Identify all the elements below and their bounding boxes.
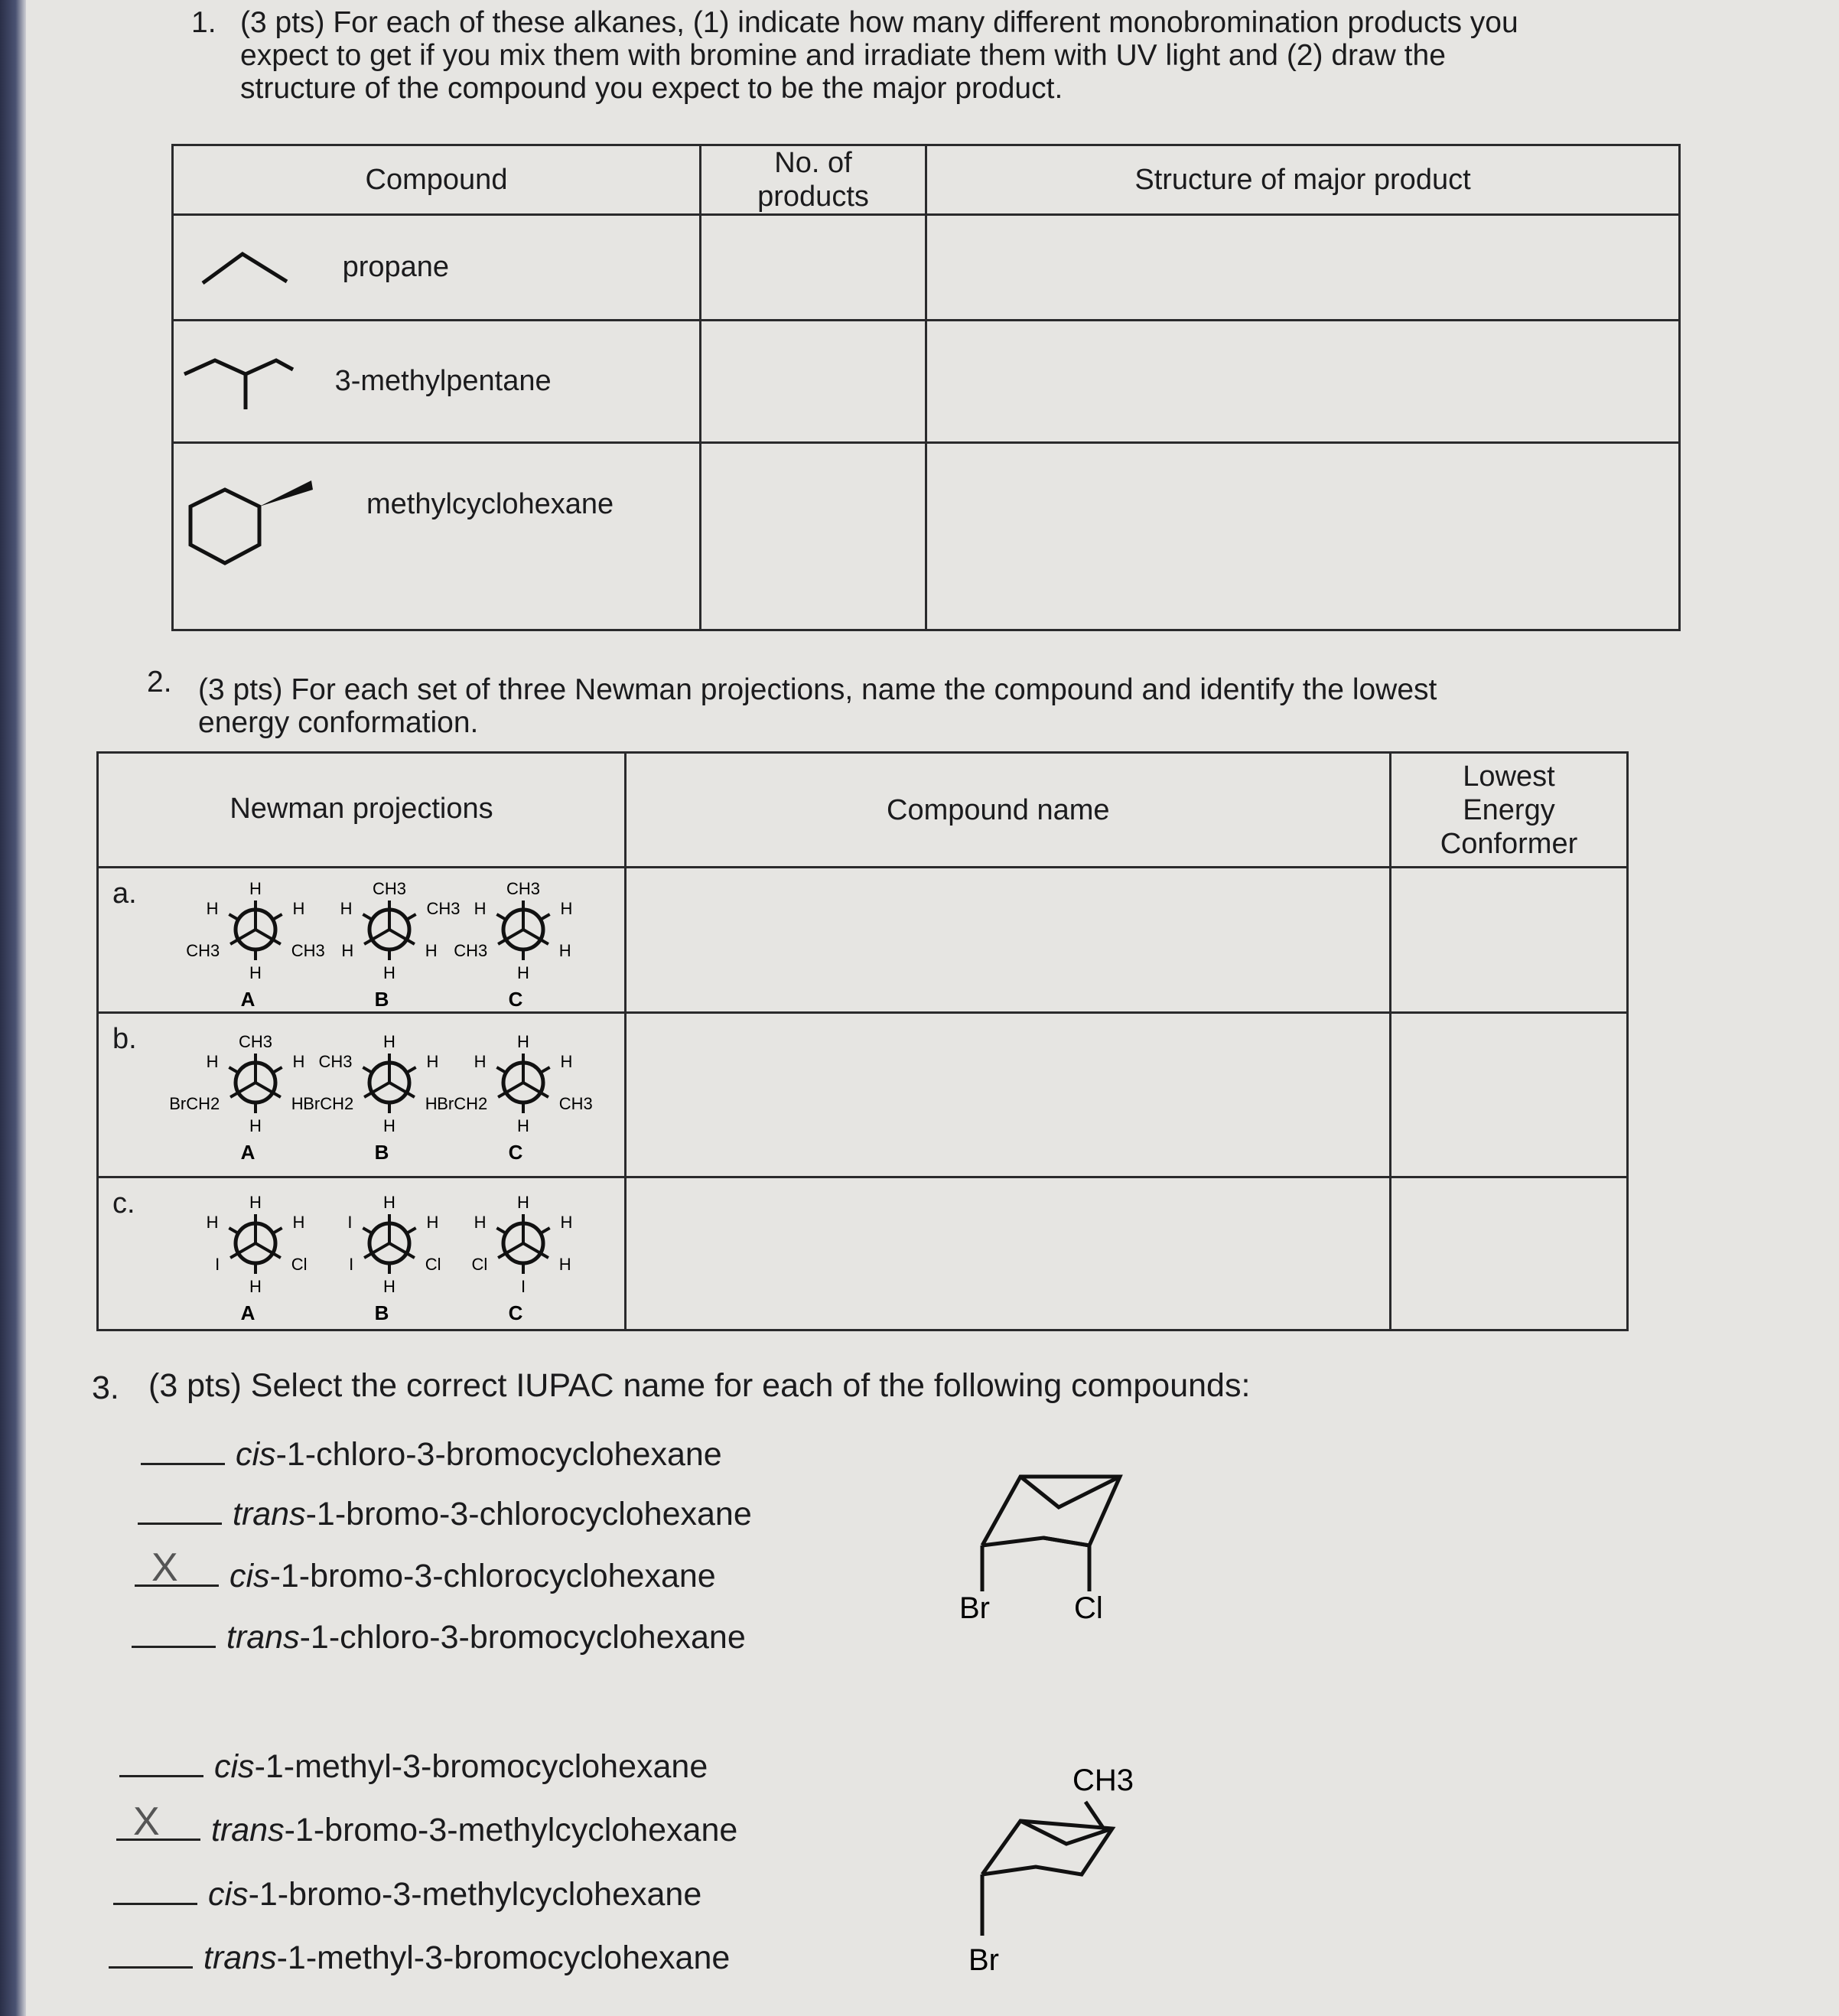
methylcyclohexane-skeletal-structure-icon [183,474,321,581]
x-mark-icon: X [133,1799,160,1844]
q1-header-compound: Compound [173,145,701,215]
back-bond [407,914,416,920]
x-mark-icon: X [151,1545,178,1590]
front-substituent-label: H [341,941,354,960]
back-substituent-label: H [292,899,305,918]
answer-blank[interactable] [138,1500,222,1525]
back-substituent-label: H [383,1277,395,1296]
q3-set2-option[interactable]: cis-1-methyl-3-bromocyclohexane [119,1748,708,1786]
front-substituent-label: CH3 [454,941,488,960]
q1-row-methylcyclohexane [173,443,701,630]
front-substituent-label: H [517,1032,529,1051]
q3-set1-option[interactable]: trans-1-bromo-3-chlorocyclohexane [138,1496,752,1533]
q3-number: 3. [92,1370,119,1406]
newman-projections-b [99,1014,627,1178]
back-bond [496,1067,506,1073]
front-substituent-label: H [383,1193,395,1212]
substituent-br: Br [968,1943,999,1977]
q1-structure-answer-cell[interactable] [926,215,1680,321]
substituent-ch3: CH3 [1072,1764,1134,1797]
back-substituent-label: CH3 [318,1052,353,1071]
front-substituent-label: H [558,1255,571,1274]
back-substituent-label: H [249,1277,262,1296]
front-substituent-label: Cl [425,1255,441,1274]
substituent-cl: Cl [1074,1591,1103,1625]
q1-row-propane [173,215,701,321]
back-substituent-label: H [206,899,219,918]
back-substituent-label: H [249,1116,262,1135]
front-substituent-label: H [249,879,262,898]
back-bond [363,1228,372,1233]
newman-projections-c [99,1178,627,1331]
q2-row-a-projections [98,868,626,1013]
back-substituent-label: H [560,899,573,918]
newman-projection [454,879,572,1011]
projection-letter: C [508,988,523,1011]
answer-blank[interactable] [135,1545,219,1590]
q2-compound-name-answer-cell[interactable] [626,868,1391,1013]
back-substituent-label: H [292,1052,305,1071]
front-substituent-label: CH3 [238,1032,273,1051]
back-substituent-label: CH3 [426,899,461,918]
back-substituent-label: H [383,963,395,982]
back-bond [541,1228,550,1233]
back-bond [541,914,550,920]
back-substituent-label: H [474,1213,487,1232]
front-substituent-label: CH3 [291,941,325,960]
back-bond [273,914,282,920]
front-substituent-label: H [291,1094,304,1113]
q2-compound-name-answer-cell[interactable] [626,1013,1391,1177]
projection-letter: B [374,988,389,1011]
back-substituent-label: H [517,963,529,982]
back-substituent-label: H [426,1213,439,1232]
back-substituent-label: H [560,1213,573,1232]
back-bond [229,1067,238,1073]
q1-products-answer-cell[interactable] [701,443,926,630]
front-substituent-label: CH3 [186,941,220,960]
back-substituent-label: H [474,1052,487,1071]
back-bond [541,1067,550,1073]
q1-table [171,144,1681,631]
q1-header-products: No. of products [701,145,926,215]
back-bond [496,914,506,920]
q1-compound-name: methylcyclohexane [366,488,614,520]
back-substituent-label: I [520,1277,526,1296]
back-substituent-label: I [347,1213,353,1232]
q2-lowest-energy-answer-cell[interactable] [1391,1013,1628,1177]
front-substituent-label: H [425,941,438,960]
q1-row-3-methylpentane [173,321,701,443]
back-substituent-label: H [206,1213,219,1232]
back-bond [496,1228,506,1233]
projection-letter: B [374,1141,389,1164]
q1-header-structure: Structure of major product [926,145,1680,215]
q2-row-c-projections [98,1177,626,1330]
q1-products-answer-cell[interactable] [701,321,926,443]
newman-projection [437,1032,593,1164]
front-substituent-label: BrCH2 [437,1094,488,1113]
q2-number: 2. [147,666,172,699]
newman-projection [340,879,461,1011]
front-substituent-label: BrCH2 [303,1094,354,1113]
front-substituent-label: CH3 [558,1094,593,1113]
front-substituent-label: Cl [471,1255,488,1274]
q2-header-lowest: Lowest Energy Conformer [1391,753,1628,868]
projection-letter: C [508,1301,523,1324]
newman-projection [207,1193,308,1324]
q2-table [96,751,1629,1331]
answer-blank[interactable] [141,1440,225,1465]
q1-compound-name: 3-methylpentane [334,365,552,397]
back-substituent-label: H [426,1052,439,1071]
q3-set2-option[interactable]: cis-1-bromo-3-methylcyclohexane [113,1876,701,1913]
projection-letter: C [508,1141,523,1164]
back-substituent-label: H [340,899,353,918]
q2-lowest-energy-answer-cell[interactable] [1391,868,1628,1013]
front-substituent-label: H [383,1032,395,1051]
propane-skeletal-structure-icon [197,245,296,291]
q1-structure-answer-cell[interactable] [926,321,1680,443]
newman-projection [186,879,325,1011]
back-substituent-label: H [517,1116,529,1135]
newman-projection [347,1193,441,1324]
q1-products-answer-cell[interactable] [701,215,926,321]
q2-lowest-energy-answer-cell[interactable] [1391,1177,1628,1330]
chair-cyclohexane-structure-2 [929,1760,1158,1989]
substituent-br: Br [959,1591,990,1625]
back-bond [407,1228,416,1233]
q2-compound-name-answer-cell[interactable] [626,1177,1391,1330]
worksheet-page [26,0,1839,2016]
q3-set1-option[interactable]: cis-1-chloro-3-bromocyclohexane [141,1436,722,1474]
binder-edge [0,0,26,2016]
chair-cyclohexane-structure-1 [944,1461,1143,1653]
methylpentane-skeletal-structure-icon [181,351,296,412]
front-substituent-label: I [349,1255,354,1274]
back-substituent-label: H [206,1052,219,1071]
projection-letter: B [374,1301,389,1324]
q3-text: (3 pts) Select the correct IUPAC name for each of the following compounds: [148,1367,1251,1404]
back-substituent-label: H [249,963,262,982]
q1-structure-answer-cell[interactable] [926,443,1680,630]
answer-blank[interactable] [116,1799,200,1844]
back-bond [229,1228,238,1233]
newman-projection [303,1032,438,1164]
back-substituent-label: H [560,1052,573,1071]
back-bond [229,914,238,920]
back-bond [407,1067,416,1073]
q2-row-label: a. [112,878,137,910]
back-substituent-label: H [383,1116,395,1135]
front-substituent-label: CH3 [506,879,541,898]
answer-blank[interactable] [113,1880,197,1905]
answer-blank[interactable] [119,1752,203,1777]
front-substituent-label: CH3 [372,879,407,898]
q3-set2-option-marked[interactable]: X trans-1-bromo-3-methylcyclohexane [116,1812,737,1849]
front-substituent-label: H [558,941,571,960]
q2-header-name: Compound name [626,753,1391,868]
back-substituent-label: H [292,1213,305,1232]
front-substituent-label: BrCH2 [169,1094,220,1113]
newman-projections-a [99,868,627,1014]
front-substituent-label: H [249,1193,262,1212]
q1-compound-name: propane [342,251,450,283]
q2-row-b-projections [98,1013,626,1177]
q3-set1-option[interactable]: trans-1-chloro-3-bromocyclohexane [132,1619,746,1656]
back-bond [273,1228,282,1233]
q2-row-label: c. [112,1187,135,1220]
answer-blank[interactable] [109,1943,193,1969]
projection-letter: A [240,1301,256,1324]
front-substituent-label: H [517,1193,529,1212]
q3-set2-option[interactable]: trans-1-methyl-3-bromocyclohexane [109,1939,730,1977]
projection-letter: A [240,1141,256,1164]
back-substituent-label: H [474,899,487,918]
q1-number: 1. [191,6,216,39]
newman-projection [471,1193,572,1324]
q2-header-newman: Newman projections [98,753,626,868]
front-substituent-label: H [425,1094,438,1113]
q3-set1-option-marked[interactable]: X cis-1-bromo-3-chlorocyclohexane [135,1558,716,1595]
q2-text: (3 pts) For each set of three Newman projections, name the compound and identify the lowest energy conformation. [198,673,1437,739]
front-substituent-label: I [215,1255,220,1274]
back-bond [363,1067,372,1073]
q2-row-label: b. [112,1023,137,1055]
back-bond [273,1067,282,1073]
projection-letter: A [240,988,256,1011]
answer-blank[interactable] [132,1623,216,1648]
back-bond [363,914,372,920]
front-substituent-label: Cl [291,1255,308,1274]
q1-text: (3 pts) For each of these alkanes, (1) indicate how many different monobromination products you expect to get if you mix them with bromine and irradiate them with UV light and (2) draw the structure of the compound you expect to be the major product. [240,6,1518,105]
newman-projection [169,1032,304,1164]
